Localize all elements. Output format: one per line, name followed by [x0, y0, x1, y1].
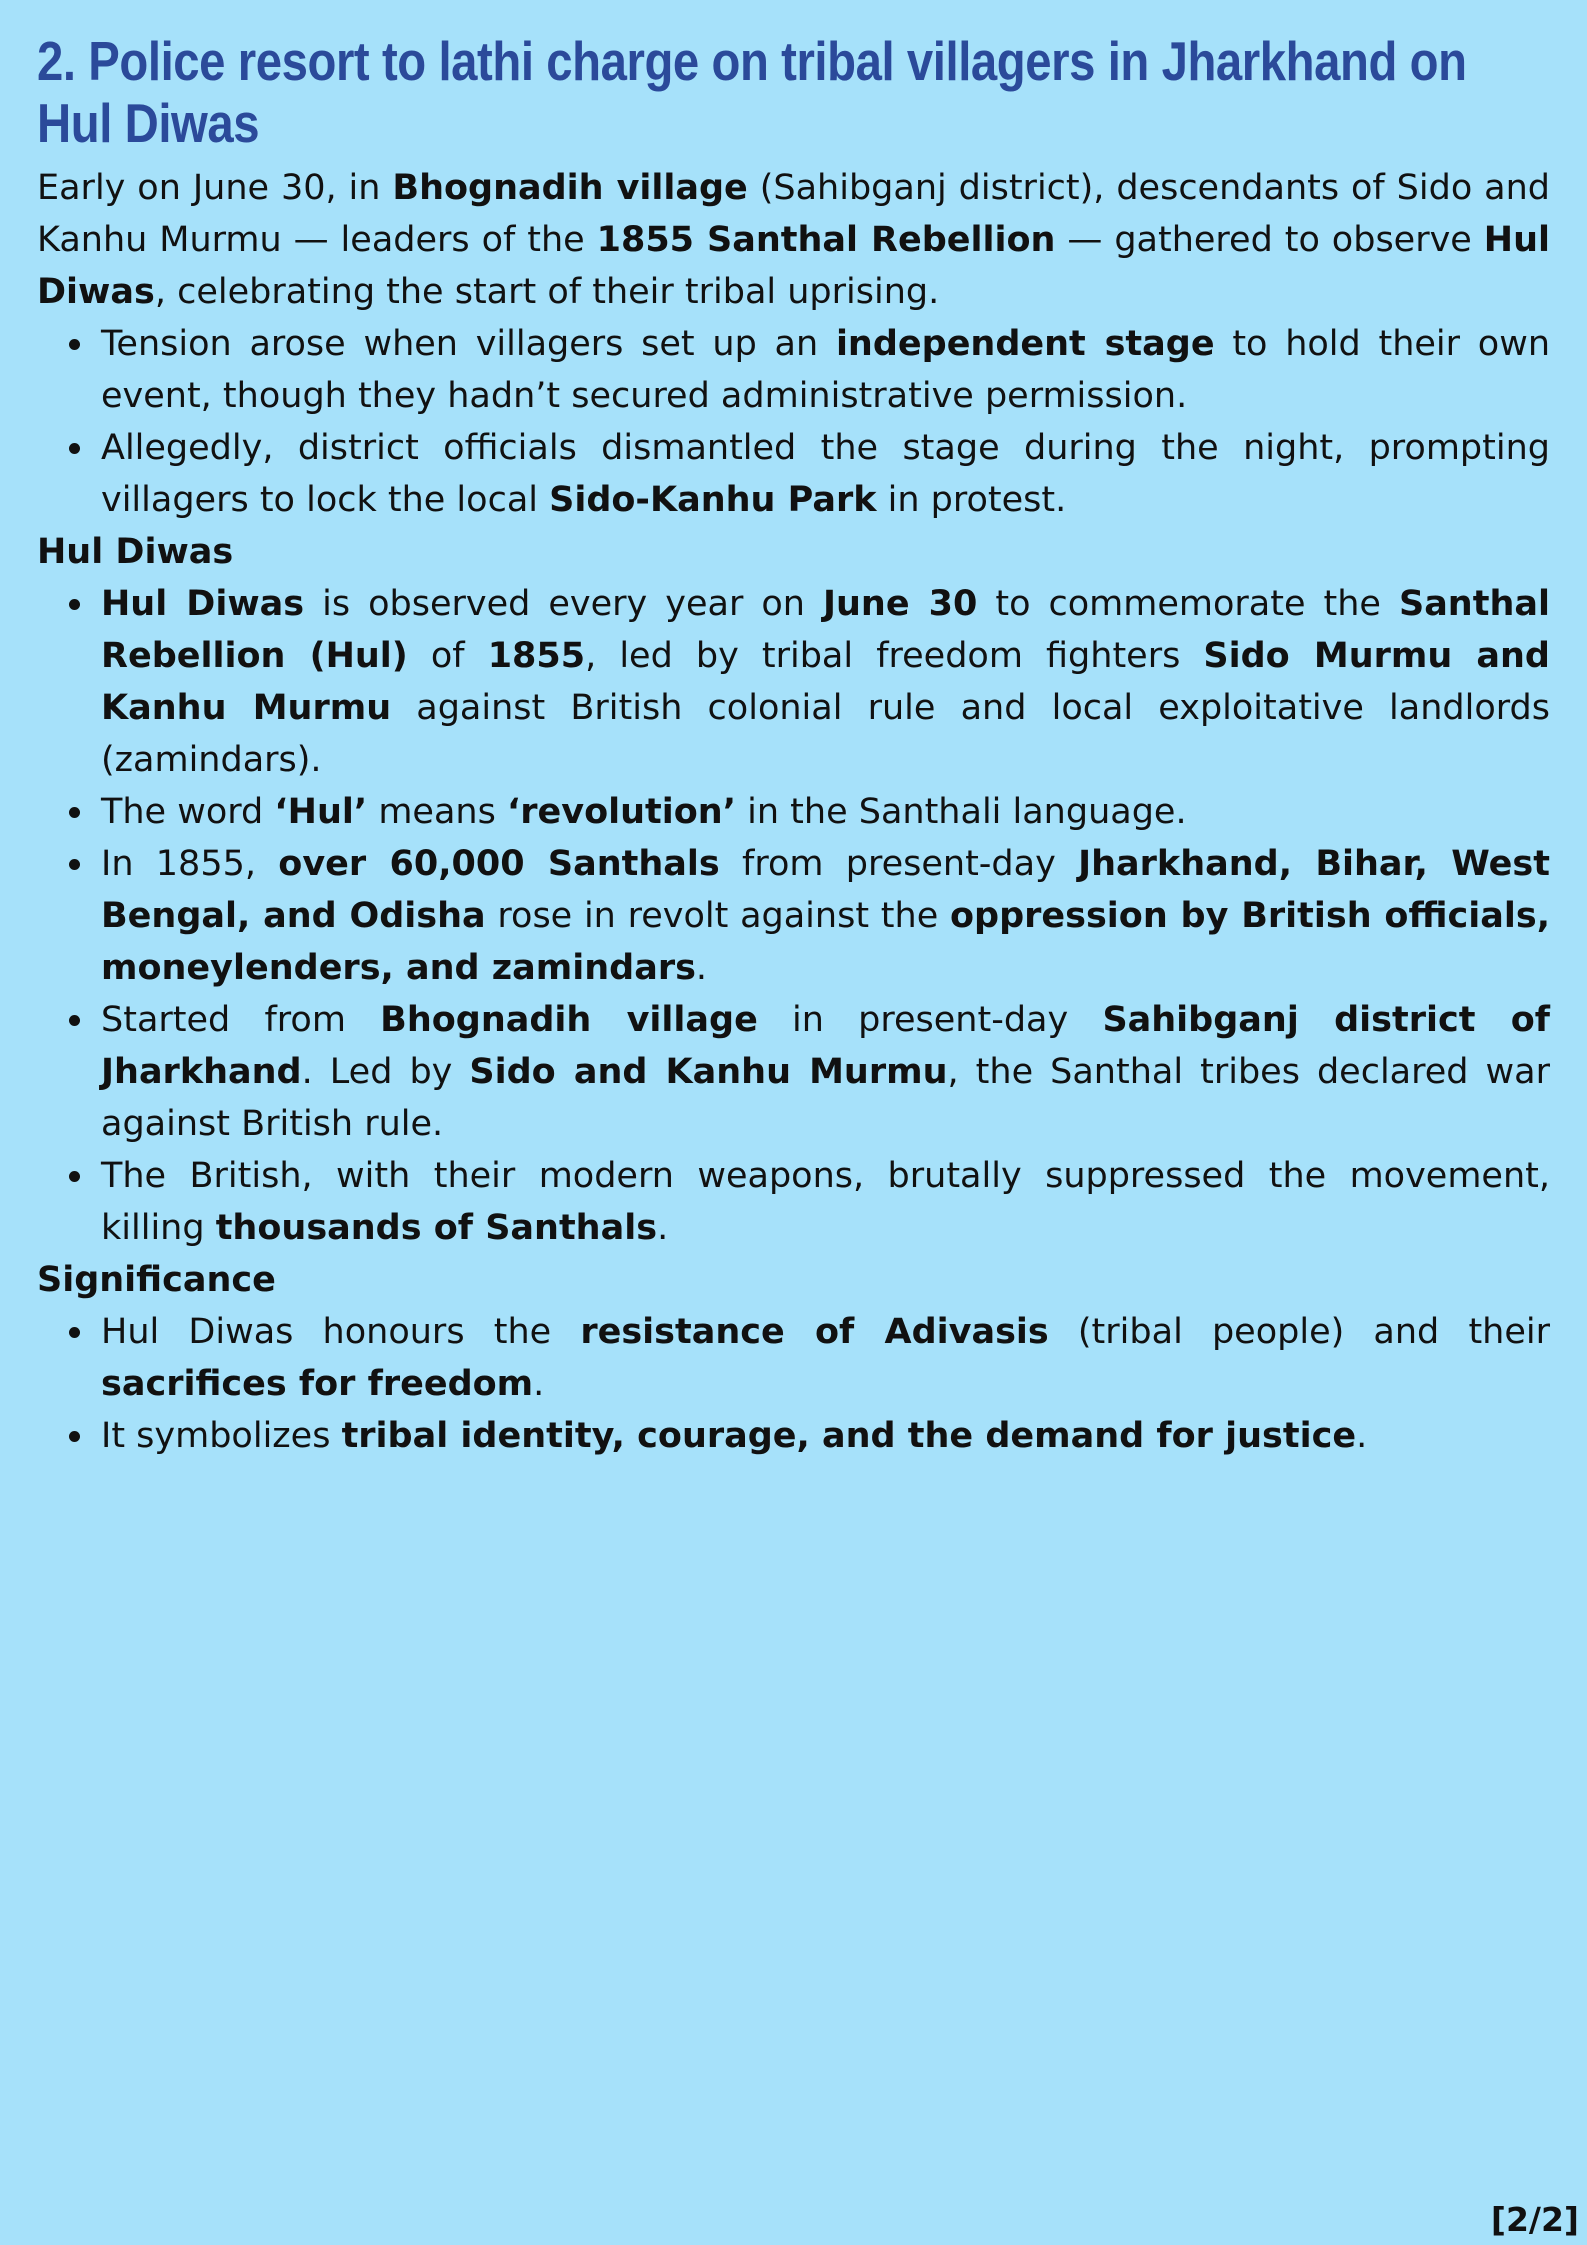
hul-diwas-bullet-list	[37, 578, 1550, 1254]
intro-text-4: , celebrating the start of their tribal uprising.	[154, 272, 940, 312]
section-heading-hul-diwas: Hul Diwas	[37, 532, 234, 572]
bullet-text: Tension arose when villagers set up an	[101, 324, 836, 364]
intro-bold-3: Hul Diwas	[37, 220, 1550, 312]
intro-text-3: — gathered to observe	[1055, 220, 1484, 260]
significance-bullet-list	[37, 1306, 1550, 1462]
bullet-text: from present-day	[719, 844, 1079, 884]
list-item	[101, 1410, 1550, 1462]
bullet-bold: Hul Diwas	[101, 584, 305, 624]
bullet-text: (tribal people) and their	[1048, 1312, 1550, 1352]
bullet-text: .	[533, 1364, 545, 1404]
intro-text-1: Early on June 30, in	[37, 168, 393, 208]
list-item	[101, 786, 1550, 838]
list-item	[101, 838, 1550, 994]
bullet-bold: Sido and Kanhu Murmu	[469, 1052, 948, 1092]
bullet-text: .	[1356, 1416, 1368, 1456]
bullet-text: means	[367, 792, 507, 832]
list-item	[101, 422, 1550, 526]
list-item	[101, 1150, 1550, 1254]
page-number: [2/2]	[1490, 2200, 1579, 2239]
intro-paragraph	[37, 162, 1550, 318]
bullet-bold: tribal identity, courage, and the demand for justice	[341, 1416, 1357, 1456]
intro-bold-2: 1855 Santhal Rebellion	[596, 220, 1056, 260]
bullet-text: In 1855,	[101, 844, 279, 884]
bullet-text: . Led by	[301, 1052, 470, 1092]
bullet-bold: ‘revolution’	[506, 792, 737, 832]
intro-text-2: (Sahibganj district), descendants of Sido and Kanhu Murmu — leaders of the	[37, 168, 1550, 260]
intro-bullet-list	[37, 318, 1550, 526]
bullet-text: Hul Diwas honours the	[101, 1312, 581, 1352]
bullet-bold: ‘Hul’	[274, 792, 368, 832]
bullet-bold: thousands of Santhals	[215, 1208, 658, 1248]
bullet-text: to commemorate the	[977, 584, 1399, 624]
list-item	[101, 994, 1550, 1150]
bullet-text: of	[407, 636, 488, 676]
bullet-text: in the Santhali language.	[736, 792, 1187, 832]
bullet-bold: over 60,000 Santhals	[278, 844, 720, 884]
bullet-text: The word	[101, 792, 275, 832]
bullet-text: , led by tribal freedom fighters	[585, 636, 1204, 676]
bullet-bold: Jharkhand, Bihar, West Bengal, and Odisha	[101, 844, 1550, 936]
list-item	[101, 578, 1550, 786]
document-page	[37, 30, 1550, 1462]
bullet-text: , the Santhal tribes declared war against British rule.	[101, 1052, 1550, 1144]
bullet-bold: Sido Murmu and Kanhu Murmu	[101, 636, 1550, 728]
bullet-text: .	[657, 1208, 669, 1248]
bullet-bold: June 30	[822, 584, 978, 624]
list-item	[101, 318, 1550, 422]
bullet-bold: Sahibganj district of Jharkhand	[101, 1000, 1550, 1092]
bullet-text: against British colonial rule and local exploitative landlords (zamindars).	[101, 688, 1550, 780]
bullet-text: is observed every year on	[304, 584, 823, 624]
bullet-text: rose in revolt against the	[485, 896, 950, 936]
section-heading-significance: Significance	[37, 1260, 276, 1300]
bullet-text: Started from	[101, 1000, 381, 1040]
bullet-bold: sacrifices for freedom	[101, 1364, 534, 1404]
intro-bold-1: Bhognadih village	[392, 168, 748, 208]
bullet-text: The British, with their modern weapons, brutally suppressed the movement, killing	[101, 1156, 1550, 1248]
bullet-text: It symbolizes	[101, 1416, 342, 1456]
bullet-bold: Bhognadih village	[380, 1000, 758, 1040]
list-item	[101, 1306, 1550, 1410]
bullet-bold: Santhal Rebellion (Hul)	[101, 584, 1550, 676]
bullet-bold: Sido-Kanhu Park	[549, 480, 877, 520]
bullet-text: to hold their own event, though they hadn’t secured administrative permission.	[101, 324, 1551, 416]
bullet-bold: oppression by British officials, moneylenders, and zamindars	[101, 896, 1550, 988]
bullet-text: Allegedly, district officials dismantled the stage during the night, prompting villagers to lock the local	[101, 428, 1550, 520]
bullet-text: .	[695, 948, 708, 988]
page-title: 2. Police resort to lathi charge on tribal villagers in Jharkhand on Hul Diwas	[37, 30, 1467, 154]
bullet-bold: 1855	[487, 636, 586, 676]
bullet-text: in protest.	[876, 480, 1067, 520]
bullet-bold: resistance of Adivasis	[580, 1312, 1049, 1352]
bullet-text: in present-day	[757, 1000, 1103, 1040]
bullet-bold: independent stage	[835, 324, 1215, 364]
